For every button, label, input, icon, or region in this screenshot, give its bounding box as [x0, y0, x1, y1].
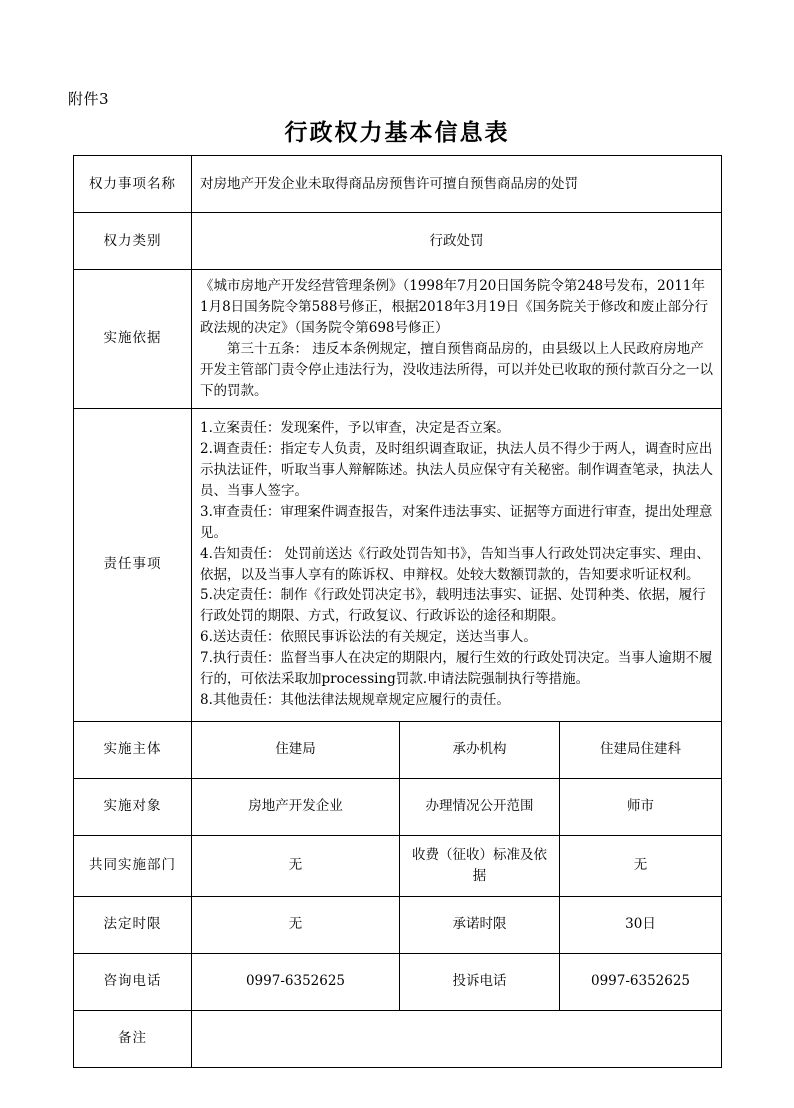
label-undertaking-org: 承办机构: [400, 721, 560, 778]
power-info-table: [73, 155, 722, 1068]
value-statutory-time-limit: 无: [192, 896, 400, 953]
value-power-item-name: 对房地产开发企业未取得商品房预售许可擅自预售商品房的处罚: [192, 156, 722, 213]
label-implementation-basis: 实施依据: [74, 270, 192, 409]
label-joint-department: 共同实施部门: [74, 835, 192, 896]
duty-paragraph-6: 6.送达责任：依照民事诉讼法的有关规定，送达当事人。: [200, 629, 537, 646]
label-consult-phone: 咨询电话: [74, 953, 192, 1010]
value-remarks: [192, 1010, 722, 1067]
table-row-power-item-name: [74, 156, 722, 213]
value-joint-department: 无: [192, 835, 400, 896]
value-complaint-phone: 0997-6352625: [560, 953, 722, 1010]
value-implementation-subject: 住建局: [192, 721, 400, 778]
label-statutory-time-limit: 法定时限: [74, 896, 192, 953]
duty-paragraph-7: 7.执行责任：监督当事人在决定的期限内，履行生效的行政处罚决定。当事人逾期不履行的，可依法采取加processing罚款.申请法院强制执行等措施。: [200, 650, 713, 688]
label-public-scope: 办理情况公开范围: [400, 778, 560, 835]
value-implementation-object: 房地产开发企业: [192, 778, 400, 835]
duty-paragraph-5: 5.决定责任：制作《行政处罚决定书》，载明违法事实、证据、处罚种类、依据，履行行政处罚的期限、方式，行政复议、行政诉讼的途径和期限。: [200, 587, 706, 625]
label-promised-time-limit: 承诺时限: [400, 896, 560, 953]
label-power-category: 权力类别: [74, 213, 192, 270]
duty-paragraph-2: 2.调查责任：指定专人负责，及时组织调查取证，执法人员不得少于两人，调查时应出示执法证件，听取当事人辩解陈述。执法人员应保守有关秘密。制作调查笔录，执法人员、当事人签字。: [200, 441, 713, 499]
label-complaint-phone: 投诉电话: [400, 953, 560, 1010]
basis-paragraph-1: 《城市房地产开发经营管理条例》（1998年7月20日国务院令第248号发布，2011年1月8日国务院令第588号修正，根据2018年3月19日《国务院关于修改和废止部分行政法规的决定》（国务院令第698号修正）: [200, 278, 709, 336]
page-title: 行政权力基本信息表: [284, 120, 510, 146]
table-row-implementation-object: [74, 778, 722, 835]
duty-paragraph-3: 3.审查责任：审理案件调查报告，对案件违法事实、证据等方面进行审查，提出处理意见。: [200, 503, 713, 541]
basis-paragraph-2: 第三十五条： 违反本条例规定，擅自预售商品房的，由县级以上人民政府房地产开发主管部门责令停止违法行为，没收违法所得，可以并处已收取的预付款百分之一以下的罚款。: [200, 340, 713, 399]
table-row-power-category: [74, 213, 722, 270]
duty-paragraph-4: 4.告知责任： 处罚前送达《行政处罚告知书》，告知当事人行政处罚决定事实、理由、依据，以及当事人享有的陈诉权、申辩权。处较大数额罚款的，告知要求听证权利。: [200, 545, 710, 583]
value-fee-standard: 无: [560, 835, 722, 896]
label-implementation-subject: 实施主体: [74, 721, 192, 778]
table-row-joint-department: [74, 835, 722, 896]
value-implementation-basis: [192, 270, 722, 409]
table-row-statutory-time-limit: [74, 896, 722, 953]
attachment-label: 附件3: [68, 90, 110, 108]
value-consult-phone: 0997-6352625: [192, 953, 400, 1010]
label-remarks: 备注: [74, 1010, 192, 1067]
value-undertaking-org: 住建局住建科: [560, 721, 722, 778]
duty-paragraph-1: 1.立案责任：发现案件，予以审查，决定是否立案。: [200, 420, 510, 437]
label-implementation-object: 实施对象: [74, 778, 192, 835]
label-duty-items: 责任事项: [74, 408, 192, 721]
table-row-duty-items: [74, 408, 722, 721]
value-duty-items: [192, 408, 722, 721]
table-row-remarks: [74, 1010, 722, 1067]
value-public-scope: 师市: [560, 778, 722, 835]
duty-paragraph-8: 8.其他责任：其他法律法规规章规定应履行的责任。: [200, 692, 510, 709]
table-row-implementation-basis: [74, 270, 722, 409]
value-promised-time-limit: 30日: [560, 896, 722, 953]
table-row-implementation-subject: [74, 721, 722, 778]
table-row-phones: [74, 953, 722, 1010]
label-fee-standard: 收费（征收）标准及依据: [400, 835, 560, 896]
value-power-category: 行政处罚: [192, 213, 722, 270]
label-power-item-name: 权力事项名称: [74, 156, 192, 213]
